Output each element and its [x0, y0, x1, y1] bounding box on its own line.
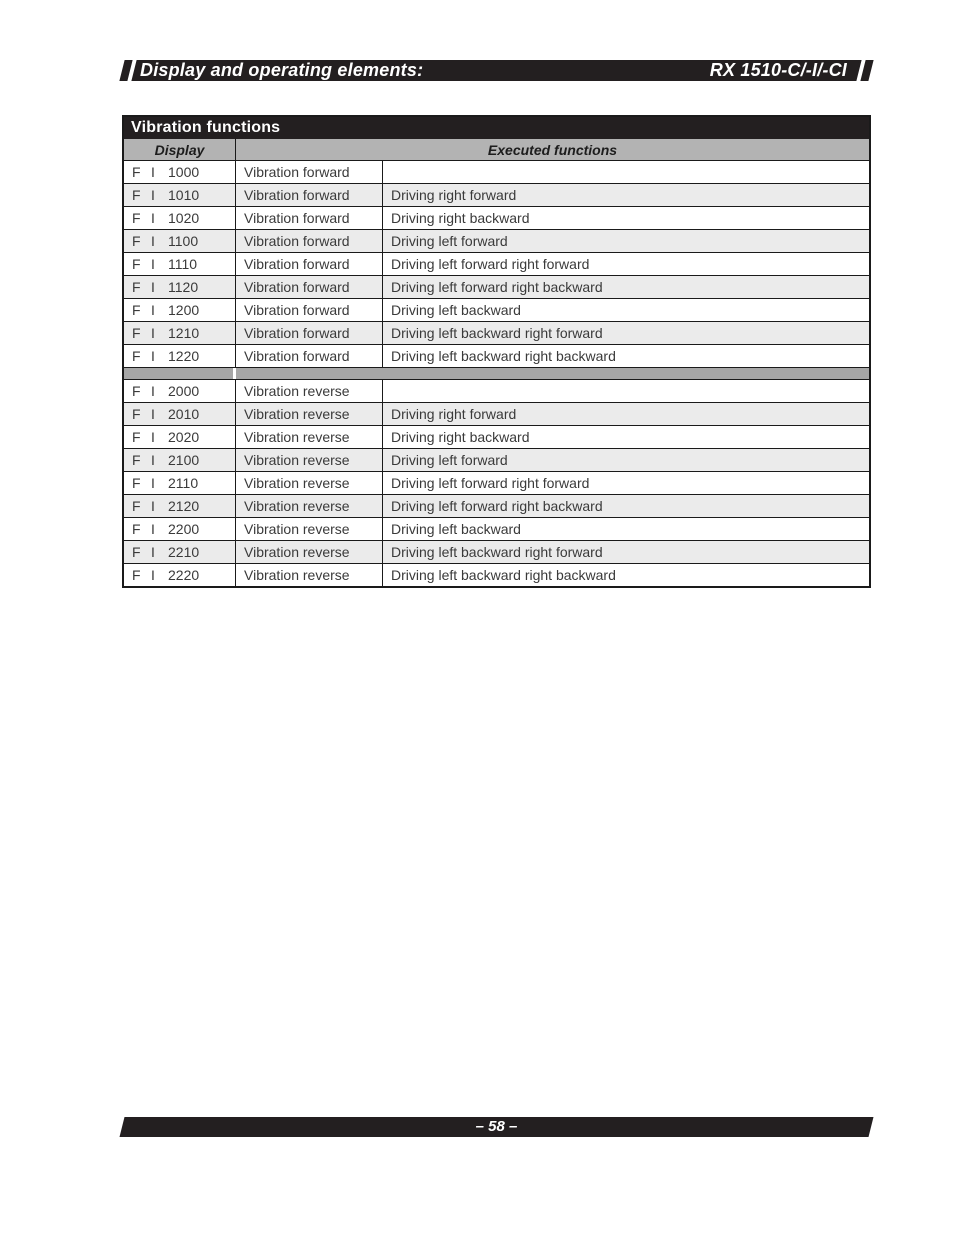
display-code-part: I	[151, 187, 155, 203]
display-code-part: 2220	[168, 567, 200, 583]
table-title: Vibration functions	[124, 117, 869, 139]
executed-function-cell: Driving right forward	[391, 187, 517, 203]
executed-function-cell: Driving left forward right backward	[391, 498, 603, 514]
header-right-accent-strip	[860, 60, 873, 81]
executed-function-cell: Driving left forward	[391, 233, 508, 249]
table-row	[124, 183, 869, 206]
display-code-part: F	[132, 256, 141, 272]
table-row	[124, 517, 869, 540]
display-code-part: F	[132, 429, 141, 445]
table-row	[124, 448, 869, 471]
display-cell	[124, 184, 236, 206]
display-cell	[124, 322, 236, 344]
display-code-part: F	[132, 498, 141, 514]
display-cell	[124, 276, 236, 298]
display-code-part: 2010	[168, 406, 200, 422]
display-code-part: F	[132, 325, 141, 341]
table-row	[124, 540, 869, 563]
display-code-part: F	[132, 210, 141, 226]
table-section-vibration-forward	[124, 160, 869, 367]
function-cell: Vibration reverse	[236, 380, 383, 402]
display-code-part: F	[132, 348, 141, 364]
function-cell: Vibration reverse	[236, 449, 383, 471]
display-code-part: F	[132, 567, 141, 583]
display-code-part: 1110	[168, 256, 198, 272]
function-cell: Vibration reverse	[236, 495, 383, 517]
display-cell	[124, 495, 236, 517]
display-cell	[124, 299, 236, 321]
page-footer	[122, 1117, 871, 1137]
display-code-part: 2000	[168, 383, 200, 399]
table-row	[124, 344, 869, 367]
table-row	[124, 563, 869, 586]
display-code-part: 1210	[168, 325, 200, 341]
table-row	[124, 379, 869, 402]
display-code-part: I	[151, 544, 155, 560]
table-header-row	[124, 139, 869, 160]
function-cell: Vibration forward	[236, 345, 383, 367]
display-cell	[124, 518, 236, 540]
header-bar	[134, 60, 859, 81]
function-cell: Vibration forward	[236, 253, 383, 275]
table-row	[124, 425, 869, 448]
table-row	[124, 160, 869, 183]
column-header-display: Display	[124, 139, 236, 160]
separator-display-cell	[124, 368, 236, 379]
display-code-part: I	[151, 475, 155, 491]
executed-function-cell: Driving left backward right backward	[391, 567, 616, 583]
display-cell	[124, 564, 236, 586]
executed-function-cell: Driving left forward	[391, 452, 508, 468]
display-code-part: F	[132, 383, 141, 399]
function-cell: Vibration forward	[236, 276, 383, 298]
executed-function-cell: Driving left backward	[391, 302, 521, 318]
table-row	[124, 229, 869, 252]
display-code-part: 2200	[168, 521, 200, 537]
page-header	[122, 60, 871, 81]
display-code-part: 1120	[168, 279, 199, 295]
vibration-functions-table	[122, 115, 871, 588]
display-code-part: I	[151, 279, 155, 295]
display-code-part: I	[151, 498, 155, 514]
display-cell	[124, 541, 236, 563]
section-separator-row	[124, 367, 869, 379]
display-code-part: I	[151, 256, 155, 272]
function-cell: Vibration reverse	[236, 426, 383, 448]
function-cell: Vibration forward	[236, 322, 383, 344]
table-row	[124, 275, 869, 298]
table-row	[124, 494, 869, 517]
display-code-part: F	[132, 452, 141, 468]
table-row	[124, 206, 869, 229]
display-code-part: 2020	[168, 429, 200, 445]
display-code-part: 1200	[168, 302, 200, 318]
display-code-part: 1000	[168, 164, 200, 180]
display-code-part: I	[151, 452, 155, 468]
function-cell: Vibration forward	[236, 207, 383, 229]
separator-executed-cell	[236, 368, 869, 379]
display-code-part: F	[132, 406, 141, 422]
display-cell	[124, 230, 236, 252]
executed-function-cell: Driving left backward right backward	[391, 348, 616, 364]
display-code-part: I	[151, 383, 155, 399]
display-code-part: I	[151, 521, 155, 537]
display-code-part: F	[132, 521, 141, 537]
table-row	[124, 252, 869, 275]
display-code-part: 1010	[168, 187, 200, 203]
display-code-part: I	[151, 348, 155, 364]
display-code-part: I	[151, 429, 155, 445]
table-row	[124, 471, 869, 494]
display-cell	[124, 403, 236, 425]
executed-function-cell: Driving right forward	[391, 406, 517, 422]
display-code-part: F	[132, 187, 141, 203]
display-code-part: I	[151, 406, 155, 422]
display-code-part: 1220	[168, 348, 200, 364]
function-cell: Vibration forward	[236, 184, 383, 206]
function-cell: Vibration forward	[236, 230, 383, 252]
table-section-vibration-reverse	[124, 379, 869, 586]
executed-function-cell: Driving right backward	[391, 429, 530, 445]
display-code-part: I	[151, 302, 155, 318]
display-code-part: I	[151, 233, 155, 249]
executed-function-cell	[383, 380, 869, 402]
display-cell	[124, 472, 236, 494]
display-cell	[124, 449, 236, 471]
function-cell: Vibration forward	[236, 161, 383, 183]
display-cell	[124, 345, 236, 367]
display-code-part: 2100	[168, 452, 200, 468]
function-cell: Vibration reverse	[236, 403, 383, 425]
page-section-title: Display and operating elements:	[140, 60, 424, 80]
executed-function-cell: Driving left backward	[391, 521, 521, 537]
column-header-executed-functions: Executed functions	[487, 141, 618, 158]
function-cell: Vibration reverse	[236, 472, 383, 494]
function-cell: Vibration reverse	[236, 518, 383, 540]
function-cell: Vibration reverse	[236, 541, 383, 563]
executed-function-cell: Driving left backward right forward	[391, 544, 603, 560]
executed-function-cell: Driving left forward right forward	[391, 256, 590, 272]
display-code-part: F	[132, 544, 141, 560]
display-code-part: F	[132, 302, 141, 318]
function-cell: Vibration reverse	[236, 564, 383, 586]
display-cell	[124, 426, 236, 448]
display-code-part: F	[132, 233, 141, 249]
display-cell	[124, 161, 236, 183]
display-code-part: I	[151, 210, 155, 226]
display-code-part: F	[132, 164, 141, 180]
display-code-part: I	[151, 325, 155, 341]
display-code-part: F	[132, 279, 141, 295]
display-code-part: I	[151, 164, 155, 180]
display-code-part: 1020	[168, 210, 200, 226]
table-row	[124, 321, 869, 344]
display-code-part: 2110	[168, 475, 199, 491]
table-row	[124, 298, 869, 321]
display-code-part: 1100	[168, 233, 199, 249]
table-row	[124, 402, 869, 425]
display-cell	[124, 207, 236, 229]
display-code-part: 2210	[168, 544, 200, 560]
display-code-part: F	[132, 475, 141, 491]
function-cell: Vibration forward	[236, 299, 383, 321]
executed-function-cell: Driving left forward right backward	[391, 279, 603, 295]
executed-function-cell	[383, 161, 869, 183]
executed-function-cell: Driving left backward right forward	[391, 325, 603, 341]
header-left-accent-strip	[119, 60, 132, 81]
executed-function-cell: Driving left forward right forward	[391, 475, 590, 491]
display-cell	[124, 253, 236, 275]
display-cell	[124, 380, 236, 402]
page-number: – 58 –	[475, 1118, 518, 1135]
device-model-title: RX 1510-C/-I/-CI	[709, 60, 847, 80]
display-code-part: I	[151, 567, 155, 583]
executed-function-cell: Driving right backward	[391, 210, 530, 226]
display-code-part: 2120	[168, 498, 200, 514]
